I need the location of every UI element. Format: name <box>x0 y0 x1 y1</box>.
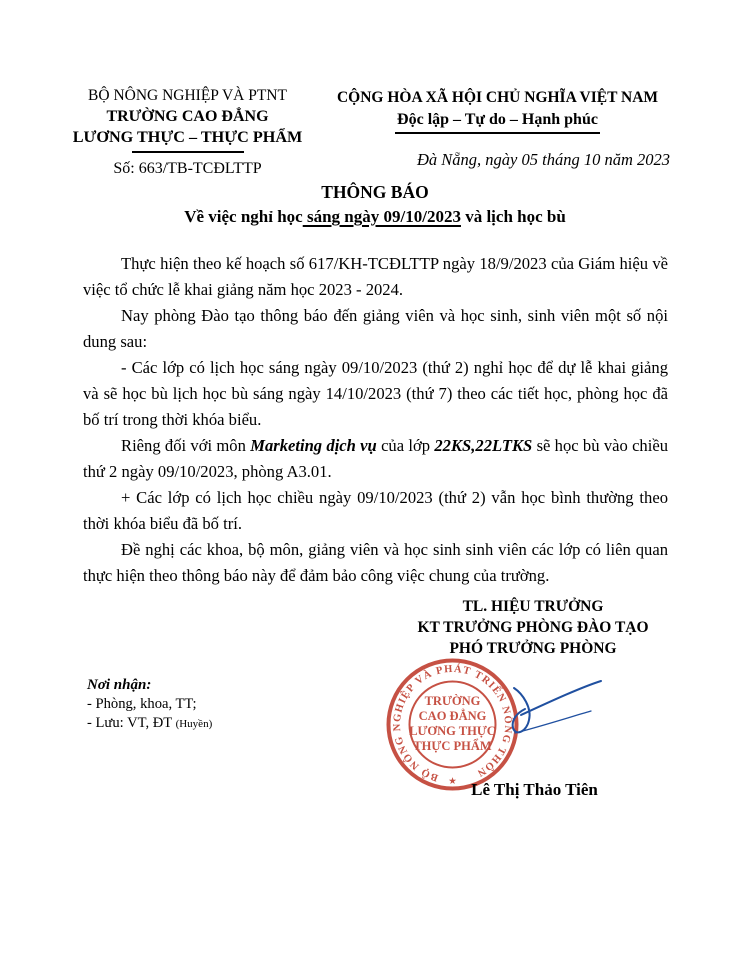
handwritten-signature <box>487 612 707 752</box>
document-number: Số: 663/TB-TCĐLTTP <box>113 160 262 177</box>
recipient-item-2-text: - Lưu: VT, ĐT <box>87 715 176 731</box>
body-paragraph-2: Nay phòng Đào tạo thông báo đến giảng viên và học sinh, sinh viên một số nội dung sau: <box>83 306 668 351</box>
recipients-block <box>87 676 327 734</box>
recipient-item-2 <box>87 714 327 734</box>
recipients-label: Nơi nhận: <box>87 677 152 693</box>
stamp-center-line3: LƯƠNG THỰC <box>409 724 496 738</box>
stamp-center-text <box>409 694 496 753</box>
p4-middle: của lớp <box>376 436 435 455</box>
stamp-ring-text: BỘ NÔNG NGHIỆP VÀ PHÁT TRIỂN NÔNG THÔN <box>391 663 514 783</box>
p4-class-names: 22KS,22LTKS <box>434 436 533 455</box>
recipient-item-2-note: (Huyền) <box>175 718 213 730</box>
stamp-center-line4: THỰC PHẨM <box>413 739 492 753</box>
signature-loop-stroke <box>513 688 530 732</box>
recipient-item-1: - Phòng, khoa, TT; <box>87 696 197 712</box>
title-block <box>60 181 690 229</box>
national-motto: Độc lập – Tự do – Hạnh phúc <box>395 110 600 134</box>
body-paragraph-1: Thực hiện theo kế hoạch số 617/KH-TCĐLTTP ngày 18/9/2023 của Giám hiệu về việc tổ chức lễ khai giảng năm học 2023 - 2024. <box>83 254 668 299</box>
signature-upper-stroke <box>521 681 601 715</box>
subject-underlined: sáng ngày 09/10/2023 <box>302 207 461 226</box>
p4-course-name: Marketing dịch vụ <box>250 436 377 455</box>
ministry-name: BỘ NÔNG NGHIỆP VÀ PTNT <box>88 87 287 104</box>
p4-prefix: Riêng đối với môn <box>121 436 251 455</box>
national-header-block <box>325 88 670 170</box>
stamp-center-line2: CAO ĐẲNG <box>418 709 487 723</box>
country-name: CỘNG HÒA XÃ HỘI CHỦ NGHĨA VIỆT NAM <box>336 89 659 106</box>
stamp-center-line1: TRƯỜNG <box>424 694 481 708</box>
signer-name: Lê Thị Thảo Tiên <box>471 780 598 799</box>
document-body <box>83 251 668 589</box>
signature-lower-stroke <box>515 711 591 733</box>
p4-suffix: sẽ học bù vào chiều thứ 2 ngày 09/10/2023, phòng A3.01. <box>83 436 669 481</box>
stamp-star-icon: ★ <box>448 777 457 787</box>
body-paragraph-4 <box>83 433 668 485</box>
body-paragraph-5: + Các lớp có lịch học chiều ngày 09/10/2023 (thứ 2) vẫn học bình thường theo thời khóa biểu đã bố trí. <box>83 488 668 533</box>
document-title: THÔNG BÁO <box>321 182 429 202</box>
signature-title-line1: TL. HIỆU TRƯỞNG <box>462 598 604 615</box>
school-name-line1: TRƯỜNG CAO ĐẲNG <box>106 108 269 125</box>
body-paragraph-3: - Các lớp có lịch học sáng ngày 09/10/2023 (thứ 2) nghỉ học để dự lễ khai giảng và sẽ học bù lịch học bù sáng ngày 14/10/2023 (thứ 7) theo các tiết học, phòng học đã bố trí trong thời khóa biểu. <box>83 358 668 429</box>
issuer-separator-line <box>132 151 244 153</box>
subject-suffix: và lịch học bù <box>460 207 566 226</box>
signature-title-line2: KT TRƯỞNG PHÒNG ĐÀO TẠO <box>417 619 649 636</box>
signature-title-line3: PHÓ TRƯỞNG PHÒNG <box>449 640 617 657</box>
date-line: Đà Nẵng, ngày 05 tháng 10 năm 2023 <box>417 150 670 169</box>
motto-wrap <box>325 108 670 134</box>
body-paragraph-6: Đề nghị các khoa, bộ môn, giảng viên và học sinh sinh viên các lớp có liên quan thực hiện theo thông báo này để đảm bảo công việc chung của trường. <box>83 540 668 585</box>
school-name-line2: LƯƠNG THỰC – THỰC PHẨM <box>72 128 303 146</box>
issuer-block <box>70 86 305 179</box>
document-subject <box>60 204 690 229</box>
subject-prefix: Về việc nghỉ học <box>184 207 303 226</box>
